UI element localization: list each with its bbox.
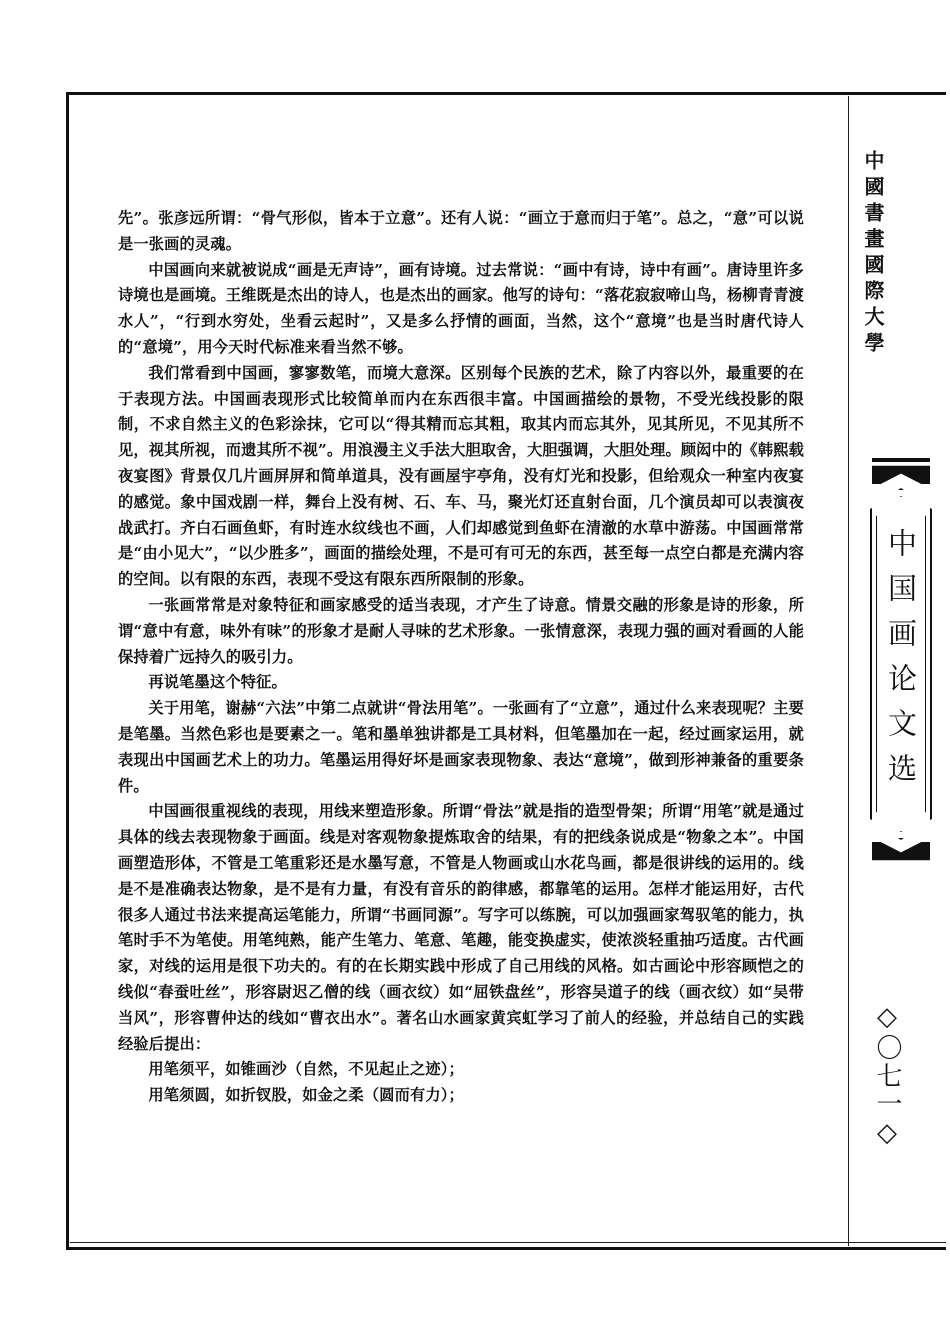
page-number: ◇〇七一◇: [872, 1002, 902, 1150]
paragraph-9: 用笔须圆，如折钗股，如金之柔（圆而有力）；: [148, 1086, 464, 1105]
paragraph-7: 中国画很重视线的表现，用线来塑造形象。所谓“骨法”就是指的造型骨架；所谓“用笔”就是通过具体的线去表现物象于画面。线是对客观物象提炼取舍的结果，有的把线条说成是“物象之本”。中国画塑造形体，不管是工笔重彩还是水墨写意，不管是人物画或山水花鸟画，都是很讲线的运用的。线是不是准确表达物象，是不是有力量，有没有音乐的韵律感，都靠笔的运用。怎样才能运用好，古代很多人通过书法来提高运笔能力，所谓“书画同源”。写字可以练腕，可以加强画家驾驭笔的能力，执笔时手不为笔使。用笔纯熟，能产生笔力、笔意、笔趣，能变换虚实，使浓淡轻重抽巧适度。古代画家，对线的运用是很下功夫的。有的在长期实践中形成了自己用线的风格。如古画论中形容顾恺之的线似“春蚕吐丝”，形容尉迟乙僧的线（画衣纹）如“屈铁盘丝”，形容吴道子的线（画衣纹）如“吴带当风”，形容曹仲达的线如“曹衣出水”。著名山水画家黄宾虹学习了前人的经验，并总结自己的实践经验后提出：: [118, 802, 804, 1053]
paragraph-4: 一张画常常是对象特征和画家感受的适当表现，才产生了诗意。情景交融的形象是诗的形象，所谓“意中有意，味外有味”的形象才是耐人寻味的艺术形象。一张情意深，表现力强的画对看画的人能保持着广远持久的吸引力。: [118, 595, 804, 666]
paragraph-5: 再说笔墨这个特征。: [148, 673, 287, 692]
university-name: 中國書畫國際大學: [861, 150, 885, 358]
paragraph-2: 中国画向来就被说成“画是无声诗”，画有诗境。过去常说：“画中有诗，诗中有画”。唐诗里许多诗境也是画境。王维既是杰出的诗人，也是杰出的画家。他写的诗句：“落花寂寂啼山鸟，杨柳青青渡水人”，“行到水穷处，坐看云起时”，又是多么抒情的画面，当然，这个“意境”也是当时唐代诗人的“意境”，用今天时代标准来看当然不够。: [118, 260, 804, 356]
paragraph-6: 关于用笔，谢赫“六法”中第二点就讲“骨法用笔”。一张画有了“立意”，通过什么来表现呢？主要是笔墨。当然色彩也是要素之一。笔和墨单独讲都是工具材料，但笔墨加在一起，经过画家运用，就表现出中国画艺术上的功力。笔墨运用得好坏是画家表现物象、表达“意境”，做到形神兼备的重要条件。: [118, 699, 804, 795]
sidebar-divider: [848, 96, 849, 1246]
paragraph-3: 我们常看到中国画，寥寥数笔，而境大意深。区别每个民族的艺术，除了内容以外，最重要的在于表现方法。中国画表现形式比较简单而内在东西很丰富。中国画描绘的景物，不受光线投影的限制，不求自然主义的色彩涂抹，它可以“得其精而忘其粗，取其内而忘其外，见其所见，不见其所不见，视其所视，而遗其所不视”。用浪漫主义手法大胆取舍，大胆强调，大胆处理。顾闳中的《韩熙载夜宴图》背景仅几片画屏屏和简单道具，没有画屋宇亭角，没有灯光和投影，但给观众一种室内夜宴的感觉。象中国戏剧一样，舞台上没有树、石、车、马，聚光灯还直射台面，几个演员却可以表演夜战武打。齐白石画鱼虾，有时连水纹线也不画，人们却感觉到鱼虾在清澈的水草中游荡。中国画常常是“由小见大”，“以少胜多”，画面的描绘处理，不是可有可无的东西，甚至每一点空白都是充满内容的空间。以有限的东西，表现不受这有限东西所限制的形象。: [118, 363, 804, 589]
title-ornament-top-line: [872, 458, 930, 462]
paragraph-8: 用笔须平，如锥画沙（自然，不见起止之迹）；: [148, 1060, 464, 1079]
body-text: [118, 206, 804, 1109]
bottom-rule: [70, 1242, 946, 1243]
paragraph-1: 先”。张彦远所谓：“骨气形似，皆本于立意”。还有人说：“画立于意而归于笔”。总之，“意”可以说是一张画的灵魂。: [118, 209, 804, 253]
book-title: 中国画论文选: [884, 528, 918, 798]
